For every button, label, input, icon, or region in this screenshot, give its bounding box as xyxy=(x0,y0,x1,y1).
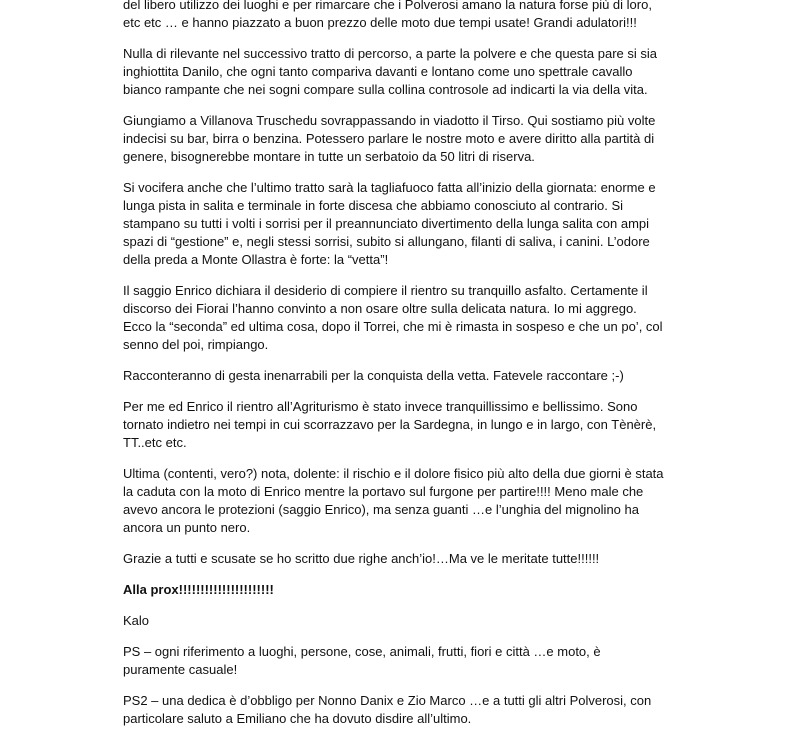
text-line: Il saggio Enrico dichiara il desiderio di compiere il rientro su tranquillo asfalto. Certamente il xyxy=(123,283,648,298)
text-line: discorso dei Fiorai l’hanno convinto a non osare oltre sulla delicata natura. Io mi aggrego. xyxy=(123,301,637,316)
text-line: senno del poi, rimpiango. xyxy=(123,337,269,352)
text-line: avevo ancora le protezioni (saggio Enrico), ma senza guanti …e l’unghia del mignolino ha xyxy=(123,502,639,517)
text-line: TT..etc etc. xyxy=(123,435,187,450)
postscript-1 xyxy=(123,643,695,679)
text-line: Racconteranno di gesta inenarrabili per la conquista della vetta. Fatevele raccontare ;-) xyxy=(123,368,624,383)
text-line: Giungiamo a Villanova Truschedu sovrappassando in viadotto il Tirso. Qui sostiamo più volte xyxy=(123,113,656,128)
text-line: della preda a Monte Ollastra è forte: la “vetta”! xyxy=(123,252,389,267)
text-line: tornato indietro nei tempi in cui scorrazzavo per la Sardegna, in lungo e in largo, con Tènèrè, xyxy=(123,417,657,432)
paragraph-villanova xyxy=(123,112,695,166)
text-line: Ultima (contenti, vero?) nota, dolente: il rischio e il dolore fisico più alto della due giorni è stata xyxy=(123,466,664,481)
text-line: etc etc … e hanno piazzato a buon prezzo delle moto due tempi usate! Grandi adulatori!!! xyxy=(123,15,637,30)
text-line: PS – ogni riferimento a luoghi, persone, cose, animali, frutti, fiori e città …e moto, è xyxy=(123,644,601,659)
text-line: Grazie a tutti e scusate se ho scritto due righe anch’io!…Ma ve le meritate tutte!!!!!! xyxy=(123,551,600,566)
text-line: Per me ed Enrico il rientro all’Agriturismo è stato invece tranquillissimo e bellissimo. Sono xyxy=(123,399,638,414)
postscript-2 xyxy=(123,692,695,728)
paragraph-rientro xyxy=(123,398,695,452)
text-line: PS2 – una dedica è d’obbligo per Nonno Danix e Zio Marco …e a tutti gli altri Polverosi, con xyxy=(123,693,652,708)
paragraph-grazie xyxy=(123,550,695,568)
text-line: Si vocifera anche che l’ultimo tratto sarà la tagliafuoco fatta all’inizio della giornata: enorme e xyxy=(123,180,656,195)
paragraph-tagliafuoco xyxy=(123,179,695,269)
paragraph-enrico-asfalto xyxy=(123,282,695,354)
text-line: la caduta con la moto di Enrico mentre la portavo sul furgone per partire!!!! Meno male che xyxy=(123,484,644,499)
text-line: Nulla di rilevante nel successivo tratto di percorso, a parte la polvere e che questa pare si sia xyxy=(123,46,658,61)
text-line: genere, bisognerebbe montare in tutte un serbatoio da 50 litri di riserva. xyxy=(123,149,535,164)
closing-salutation xyxy=(123,581,695,599)
signature-text: Kalo xyxy=(123,613,150,628)
text-line: inghiottita Danilo, che ogni tanto compariva davanti e lontano come uno spettrale cavallo xyxy=(123,64,633,79)
document-body xyxy=(123,0,695,741)
paragraph-ultima-nota xyxy=(123,465,695,537)
signature xyxy=(123,612,695,630)
text-line: stampano su tutti i volti i sorrisi per il preannunciato divertimento della lunga salita con ampi xyxy=(123,216,650,231)
text-line: spazi di “gestione” e, negli stessi sorrisi, subito si allungano, filanti di saliva, i canini. L’odore xyxy=(123,234,650,249)
text-line: indecisi su bar, birra o benzina. Potessero parlare le nostre moto e avere diritto alla partità di xyxy=(123,131,655,146)
text-line: ancora un punto nero. xyxy=(123,520,251,535)
paragraph-adulatori xyxy=(123,0,695,32)
text-line: lunga pista in salita e terminale in forte discesa che abbiamo conosciuto al contrario. Si xyxy=(123,198,624,213)
salutation-text: Alla prox!!!!!!!!!!!!!!!!!!!!!! xyxy=(123,582,274,597)
text-line: bianco rampante che nei sogni compare sulla collina controsole ad indicarti la via della vita. xyxy=(123,82,648,97)
paragraph-racconteranno xyxy=(123,367,695,385)
text-line: del libero utilizzo dei luoghi e per rimarcare che i Polverosi amano la natura forse più di loro, xyxy=(123,0,652,12)
text-line: puramente casuale! xyxy=(123,662,238,677)
paragraph-danilo xyxy=(123,45,695,99)
text-line: particolare saluto a Emiliano che ha dovuto disdire all’ultimo. xyxy=(123,711,472,726)
text-line: Ecco la “seconda” ed ultima cosa, dopo il Torrei, che mi è rimasta in sospeso e che un po’, col xyxy=(123,319,663,334)
